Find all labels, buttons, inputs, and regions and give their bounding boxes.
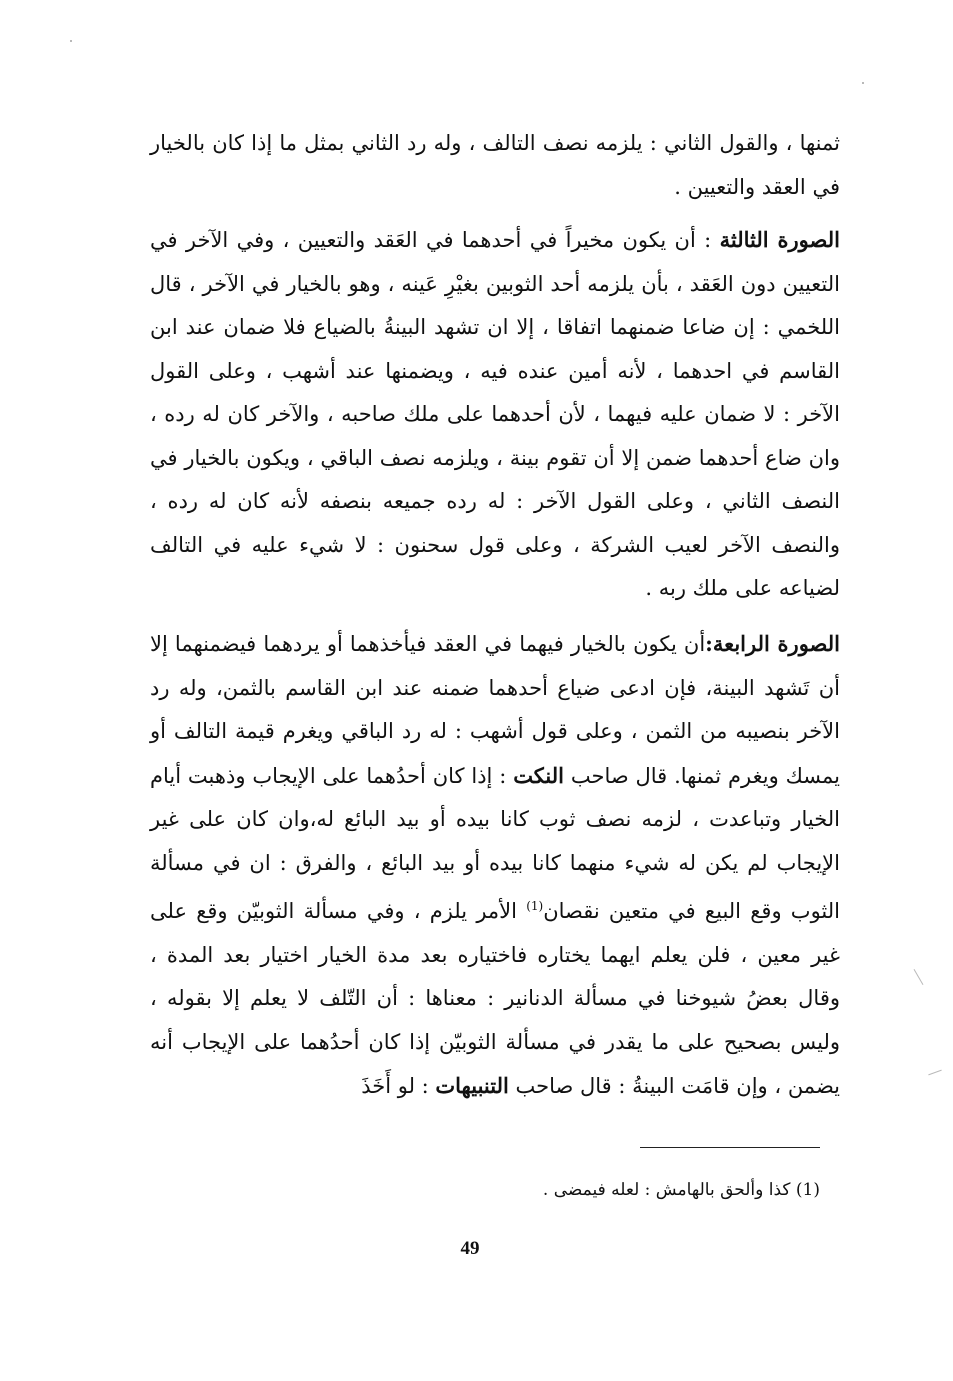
paragraph-2-text: : أن يكون مخيراً في أحدهما في العَقد والتعيين ، وفي الآخر في التعيين دون العَقد ، بأن يلزمه أحد الثوبين بغيْرِ عَينه ، وهو بالخيار في الآخر ، قال اللخمي : إن ضاعا ضمنهما اتفاقا ، إلا ان تشهد البينةُ بالضياع فلا ضمان عند ابن القاسم في احدهما ، لأنه أمين عنده فيه ، ويضمنها عند أشهب ، وعلى القول الآخر : لا ضمان عليه فيهما ، لأن أحدهما على ملك صاحبه ، والآخر كان له رده ، وان ضاع أحدهما ضمن إلا أن تقوم بينة ، ويلزمه نصف الباقي ، ويكون بالخيار في النصف الثاني ، وعلى القول الآخر : له رده جميعه بنصفه لأنه كان له رده ، والنصف الآخر لعيب الشركة ، وعلى قول سحنون : لا شيء عليه في التالف لضياعه على ملك ربه . <box>150 228 840 600</box>
footnote-separator <box>640 1147 820 1148</box>
paragraph-2 <box>150 218 840 611</box>
paragraph-3 <box>150 622 840 1109</box>
section-heading-third-case: الصورة الثالثة <box>719 227 840 252</box>
section-heading-fourth-case: الصورة الرابعة: <box>705 631 840 656</box>
scan-speck <box>862 82 864 84</box>
paragraph-3-text-b: : إذا كان أحدُهما على الإيجاب وذهبت أيام الخيار وتباعدت ، لزمه نصف ثوب كانا بيده أو بيد البائع له،وان كان على غير الإيجاب لم يكن له شيء منهما كانا بيده أو بيد البائع ، والفرق : ان في مسألة الثوب وقع البيع في متعين نقصان <box>150 763 840 923</box>
paragraph-3-text-c: الأمر يلزم ، وفي مسألة الثوبيّن وقع على غير معين ، فلن يعلم ايهما يختاره فاختياره بعد مدة الخيار اختيار بعد المدة ، وقال بعضُ شيوخنا في مسألة الدنانير : معناها : أن التّلف لا يعلم إلا بقوله ، وليس بصحيح على ما يقدر في مسألة الثوبيّن إذا كان أحدُهما على الإيجاب أنه يضمن ، وإن قامَت البينةُ : قال صاحب <box>150 899 840 1098</box>
paragraph-1-text: ثمنها ، والقول الثاني : يلزمه نصف التالف ، وله رد الثاني بمثل ما إذا كان بالخيار في العقد والتعيين . <box>150 131 840 199</box>
page-number: 49 <box>460 1238 480 1259</box>
scan-speck <box>70 40 72 42</box>
paragraph-3-text-d: : لو أَخَذَ <box>361 1074 436 1098</box>
book-title-tanbihat: التنبيهات <box>435 1073 509 1098</box>
footnote: (1) كذا وألحق بالهامش : لعله فيمضى . <box>542 1180 820 1200</box>
scan-speck <box>914 969 924 985</box>
paragraph-3-text-a: أن يكون بالخيار فيهما في العقد فيأخذهما أو يردهما فيضمنهما إلا أن تَشهد البينة، فإن ادعى ضياع أحدهما ضمنه عند ابن القاسم بالثمن، وله رد الآخر بنصيبه من الثمن ، وعلى قول أشهب : له رد الباقي ويغرم قيمة التالف أو يمسك ويغرم ثمنها. قال صاحب <box>150 632 840 788</box>
paragraph-1 <box>150 122 840 209</box>
book-title-nukat: النكت <box>513 762 564 788</box>
footnote-marker: (1) <box>526 899 544 913</box>
scan-speck <box>928 1070 941 1076</box>
